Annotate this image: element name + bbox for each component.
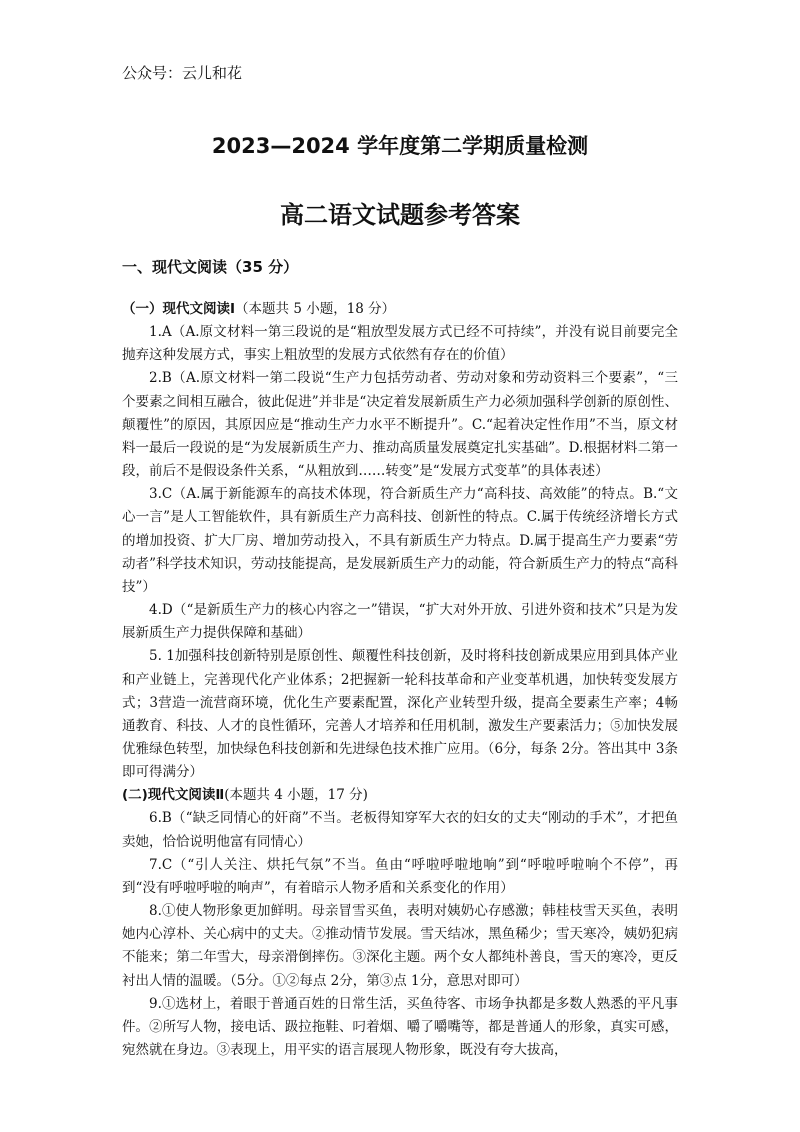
answer-1: 1.A（A.原文材料一第三段说的是“粗放型发展方式已经不可持续”，并没有说目前要完全抛弃这种发展方式，事实上粗放型的发展方式依然有存在的价值）	[122, 324, 678, 364]
part1-heading-label: （一）现代文阅读Ⅰ	[122, 301, 236, 317]
part2-heading	[122, 784, 678, 807]
part2-heading-label: (二)现代文阅读Ⅱ	[122, 787, 225, 804]
part2-heading-note: (本题共 4 小题，17 分)	[224, 787, 368, 804]
answer-8: 8.①使人物形象更加鲜明。母亲冒雪买鱼，表明对姨奶心存感激；韩桂枝雪天买鱼，表明她内心淳朴、关心病中的丈夫。②推动情节发展。雪天结冰，黑鱼稀少；雪天寒冷，姨奶犯病不能来；第二年雪大，母亲滑倒摔伤。③深化主题。两个女人都纯朴善良，雪天的寒冷，更反衬出人情的温暖。（5分。①②每点 2分，第③点 1分，意思对即可）	[122, 903, 678, 989]
page-subtitle: 高二语文试题参考答案	[280, 201, 520, 229]
answer-7: 7.C（“引人关注、烘托气氛”不当。鱼由“呼啦呼啦地响”到“呼啦呼啦响个不停”，再到“没有呼啦呼啦的响声”，有着暗示人物矛盾和关系变化的作用）	[122, 856, 678, 896]
header-note: 公众号：云儿和花	[122, 64, 243, 82]
section-heading-1: 一、现代文阅读（35 分）	[122, 258, 299, 276]
part1-heading-note: （本题共 5 小题，18 分）	[235, 301, 396, 317]
answer-5: 5. 1加强科技创新特别是原创性、颠覆性科技创新，及时将科技创新成果应用到具体产业和产业链上，完善现代化产业体系；2把握新一轮科技革命和产业变革机遇，加快转变发展方式；3营造一流营商环境，优化生产要素配置，深化产业转型升级，提高全要素生产率；4畅通教育、科技、人才的良性循环，完善人才培养和任用机制，激发生产要素活力；⑤加快发展优雅绿色转型，加快绿色科技创新和先进绿色技术推广应用。（6分，每条 2分。答出其中 3条即可得满分）	[122, 648, 678, 781]
answer-body	[122, 298, 678, 1062]
answer-2: 2.B（A.原文材料一第二段说“生产力包括劳动者、劳动对象和劳动资料三个要素”，“三个要素之间相互融合，彼此促进”并非是“决定着发展新质生产力必须加强科学创新的原创性、颠覆性”的原因，其原因应是“推动生产力水平不断提升”。C.“起着决定性作用”不当，原文材料一最后一段说的是“为发展新质生产力、推动高质量发展奠定扎实基础”。D.根据材料二第一段，前后不是假设条件关系，“从粗放到……转变”是“发展方式变革”的具体表述）	[122, 370, 678, 480]
answer-6: 6.B（“缺乏同情心的奸商”不当。老板得知穿军大衣的妇女的丈夫“刚动的手术”，才把鱼卖她，恰恰说明他富有同情心）	[122, 810, 678, 850]
page-title: 2023—2024 学年度第二学期质量检测	[211, 134, 589, 158]
answer-4: 4.D（“是新质生产力的核心内容之一”错误，“扩大对外开放、引进外资和技术”只是为发展新质生产力提供保障和基础）	[122, 602, 678, 642]
part1-heading	[122, 298, 678, 321]
answer-3: 3.C（A.属于新能源车的高技术体现，符合新质生产力“高科技、高效能”的特点。B.“文心一言”是人工智能软件，具有新质生产力高科技、创新性的特点。C.属于传统经济增长方式的增加投资、扩大厂房、增加劳动投入，不具有新质生产力特点。D.属于提高生产力要素“劳动者”科学技术知识，劳动技能提高，是发展新质生产力的动能，符合新质生产力的特点“高科技”）	[122, 486, 678, 595]
answer-9: 9.①选材上，着眼于普通百姓的日常生活，买鱼待客、市场争执都是多数人熟悉的平凡事件。②所写人物，接电话、趿拉拖鞋、叼着烟、嚼了嚼嘴等，都是普通人的形象，真实可感，宛然就在身边。③表现上，用平实的语言展现人物形象，既没有夸大拔高，	[122, 995, 678, 1058]
